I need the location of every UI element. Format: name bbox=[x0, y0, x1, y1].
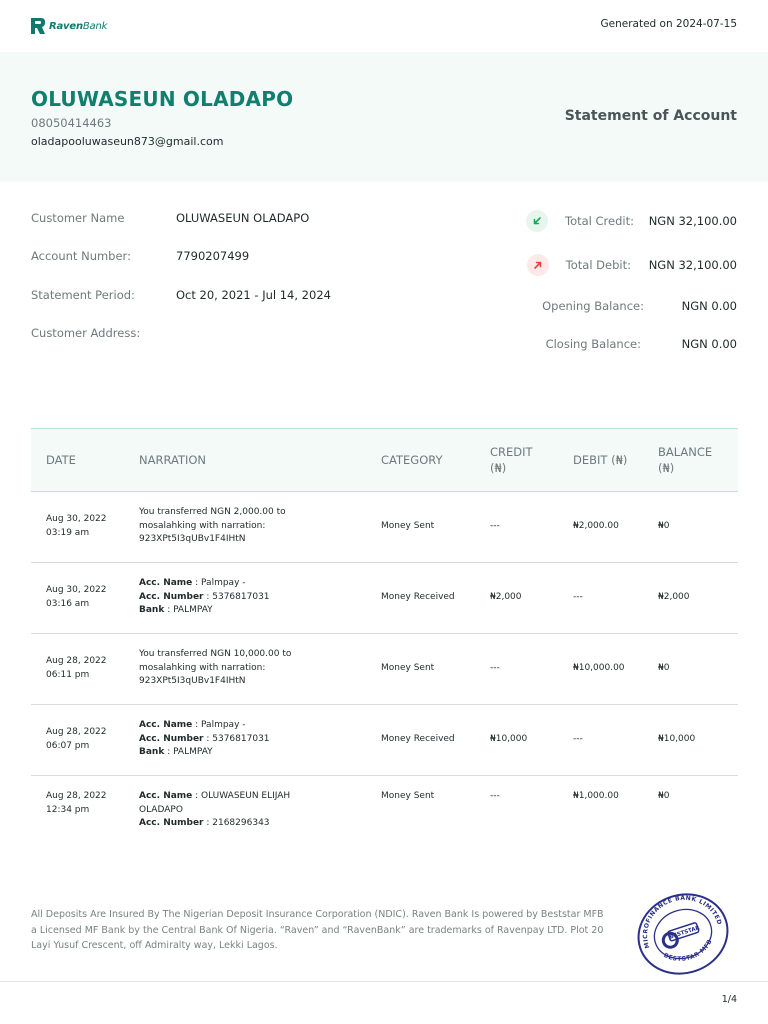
row-credit: --- bbox=[490, 663, 500, 673]
row-date bbox=[46, 726, 107, 753]
row-date bbox=[46, 655, 107, 682]
customer-name-title: OLUWASEUN OLADAPO bbox=[31, 87, 294, 111]
narration-line: Acc. Name : Palmpay - bbox=[139, 720, 246, 730]
row-balance: ₦0 bbox=[658, 521, 670, 531]
narration-line: Acc. Name : OLUWASEUN ELIJAH bbox=[139, 791, 291, 801]
date-text: Aug 28, 2022 bbox=[46, 656, 107, 666]
statement-period-value: Oct 20, 2021 - Jul 14, 2024 bbox=[176, 288, 331, 302]
narration-line: Bank : PALMPAY bbox=[139, 605, 213, 615]
row-debit: ₦2,000.00 bbox=[573, 521, 619, 531]
row-credit: ₦2,000 bbox=[490, 592, 522, 602]
header-balance bbox=[658, 444, 712, 476]
narration-line: Acc. Number : 5376817031 bbox=[139, 591, 270, 602]
row-debit: ₦1,000.00 bbox=[573, 791, 619, 801]
generated-date: Generated on 2024-07-15 bbox=[600, 18, 737, 30]
transactions-table bbox=[31, 428, 738, 847]
date-text: Aug 28, 2022 bbox=[46, 791, 107, 801]
logo-text: RavenBank bbox=[49, 20, 108, 32]
header-date: DATE bbox=[46, 453, 76, 467]
row-narration bbox=[139, 790, 290, 831]
customer-email: oladapooluwaseun873@gmail.com bbox=[31, 135, 224, 148]
row-credit: --- bbox=[490, 791, 500, 801]
total-credit-label: Total Credit: bbox=[565, 214, 634, 228]
table-row bbox=[31, 776, 738, 847]
table-header bbox=[31, 428, 738, 492]
header-credit-text: CREDIT bbox=[490, 445, 533, 459]
narration-line: 923XPt5I3qUBv1F4IHtN bbox=[139, 534, 246, 544]
table-row bbox=[31, 563, 738, 634]
closing-balance-label: Closing Balance: bbox=[545, 337, 641, 351]
narration-line: Acc. Name : Palmpay - bbox=[139, 578, 246, 588]
header-credit bbox=[490, 444, 533, 476]
table-row bbox=[31, 634, 738, 705]
footer-divider bbox=[0, 981, 768, 982]
row-balance: ₦2,000 bbox=[658, 592, 690, 602]
statement-title: Statement of Account bbox=[564, 108, 737, 124]
row-credit: ₦10,000 bbox=[490, 734, 528, 744]
date-text: Aug 28, 2022 bbox=[46, 727, 107, 737]
row-debit: --- bbox=[573, 592, 583, 602]
customer-name-value: OLUWASEUN OLADAPO bbox=[176, 211, 310, 225]
row-narration bbox=[139, 648, 291, 689]
customer-name-label: Customer Name bbox=[31, 211, 125, 225]
svg-text:MICROFINANCE BANK LIMITED: MICROFINANCE BANK LIMITED bbox=[642, 894, 723, 950]
row-debit: --- bbox=[573, 734, 583, 744]
page-number: 1/4 bbox=[721, 994, 737, 1005]
narration-line: OLADAPO bbox=[139, 804, 183, 815]
header-balance-unit: (₦) bbox=[658, 461, 675, 475]
narration-line: You transferred NGN 2,000.00 to bbox=[139, 507, 286, 517]
narration-line: Acc. Number : 5376817031 bbox=[139, 733, 270, 744]
svg-text:BESTSTAR MFB: BESTSTAR MFB bbox=[662, 938, 714, 963]
date-text: Aug 30, 2022 bbox=[46, 514, 107, 524]
narration-line: 923XPt5I3qUBv1F4IHtN bbox=[139, 676, 246, 686]
top-bar bbox=[0, 0, 768, 52]
total-debit-value: NGN 32,100.00 bbox=[648, 258, 737, 272]
row-narration bbox=[139, 719, 270, 760]
header-category: CATEGORY bbox=[381, 453, 443, 467]
date-text: Aug 30, 2022 bbox=[46, 585, 107, 595]
table-row bbox=[31, 492, 738, 563]
customer-phone: 08050414463 bbox=[31, 116, 112, 130]
statement-period-label: Statement Period: bbox=[31, 288, 135, 302]
row-balance: ₦0 bbox=[658, 791, 670, 801]
row-category: Money Received bbox=[381, 592, 455, 602]
header-debit: DEBIT (₦) bbox=[573, 453, 628, 467]
row-debit: ₦10,000.00 bbox=[573, 663, 625, 673]
svg-text:BESTSTAR: BESTSTAR bbox=[668, 925, 701, 941]
narration-line: Bank : PALMPAY bbox=[139, 747, 213, 757]
time-text: 03:16 am bbox=[46, 598, 90, 609]
time-text: 12:34 pm bbox=[46, 804, 90, 815]
opening-balance-value: NGN 0.00 bbox=[681, 299, 737, 313]
time-text: 06:11 pm bbox=[46, 669, 90, 680]
customer-address-label: Customer Address: bbox=[31, 326, 141, 340]
row-date bbox=[46, 790, 107, 817]
row-narration bbox=[139, 577, 270, 618]
narration-line: mosalahking with narration: bbox=[139, 520, 266, 531]
narration-line: mosalahking with narration: bbox=[139, 662, 266, 673]
row-balance: ₦0 bbox=[658, 663, 670, 673]
table-row bbox=[31, 705, 738, 776]
row-category: Money Sent bbox=[381, 791, 435, 801]
statement-header bbox=[0, 52, 768, 182]
time-text: 06:07 pm bbox=[46, 740, 90, 751]
closing-balance-value: NGN 0.00 bbox=[681, 337, 737, 351]
row-category: Money Sent bbox=[381, 663, 435, 673]
narration-line: You transferred NGN 10,000.00 to bbox=[139, 649, 292, 659]
row-balance: ₦10,000 bbox=[658, 734, 696, 744]
row-narration bbox=[139, 506, 286, 547]
row-date bbox=[46, 513, 107, 540]
account-number-label: Account Number: bbox=[31, 249, 131, 263]
header-balance-text: BALANCE bbox=[658, 445, 713, 459]
header-credit-unit: (₦) bbox=[490, 461, 507, 475]
footer-disclaimer: All Deposits Are Insured By The Nigerian Deposit Insurance Corporation (NDIC). Raven Bank Is powered by Beststar MFB a Licensed MF Bank by the Central Bank Of Nigeria. “Raven” and “RavenBank” are trademarks of Ravenpay LTD. Plot 20 Layi Yusuf Crescent, off Admiralty way, Lekki Lagos. bbox=[31, 909, 604, 951]
row-credit: --- bbox=[490, 521, 500, 531]
row-category: Money Sent bbox=[381, 521, 435, 531]
total-credit-value: NGN 32,100.00 bbox=[648, 214, 737, 228]
arrow-down-left-icon bbox=[526, 210, 548, 232]
total-debit-label: Total Debit: bbox=[565, 258, 631, 272]
row-date bbox=[46, 584, 107, 611]
bank-stamp-seal bbox=[633, 892, 733, 976]
time-text: 03:19 am bbox=[46, 527, 90, 538]
header-narration: NARRATION bbox=[139, 453, 207, 467]
opening-balance-label: Opening Balance: bbox=[542, 299, 644, 313]
account-number-value: 7790207499 bbox=[176, 249, 250, 263]
row-category: Money Received bbox=[381, 734, 455, 744]
narration-line: Acc. Number : 2168296343 bbox=[139, 818, 270, 828]
ravenbank-logo bbox=[30, 17, 107, 35]
arrow-up-right-icon bbox=[527, 254, 549, 276]
raven-logo-icon bbox=[30, 17, 46, 35]
